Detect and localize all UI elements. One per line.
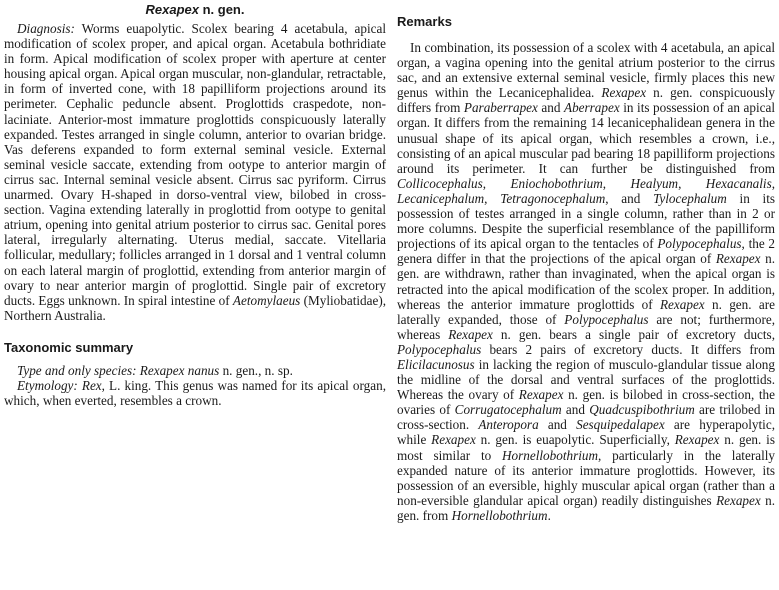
remarks-text-segment: n. gen. is euapolytic. Superficially, xyxy=(475,432,675,448)
genus-name: Hornellobothrium xyxy=(451,507,548,523)
remarks-text-segment: n. gen. bears a single pair of excretory ducts, xyxy=(492,326,775,342)
remarks-text-segment: . xyxy=(547,507,551,523)
remarks-text-segment: in its possession of testes arranged in a single column, rather than in 2 or more columns. Despite the superficial resemblance of the papilliform projections of its apical organ to the tentacles of xyxy=(397,190,776,252)
remarks-text-segment: n. gen. are withdrawn, rather than invaginated, when the apical organ is retracted into the apical modification of the scolex proper. In addition, whereas the anterior immature proglottids of xyxy=(397,251,776,312)
genus-name: Tylocephalum xyxy=(653,190,727,206)
etymology-label: Etymology: xyxy=(17,377,78,393)
remarks-text-segment: , xyxy=(484,190,501,206)
genus-name: Hornellobothrium xyxy=(502,447,599,463)
remarks-text xyxy=(397,40,775,523)
genus-name: Healyum xyxy=(630,175,679,191)
genus-title xyxy=(4,1,386,18)
genus-name: Polypocephalus xyxy=(397,341,482,357)
type-species-rest: n. gen., n. sp. xyxy=(219,362,293,378)
remarks-text-segment: , xyxy=(602,175,631,191)
diagnosis-paragraph xyxy=(4,21,386,323)
genus-name: Quadcuspibothrium xyxy=(589,402,695,418)
remarks-text-segment: , and xyxy=(605,190,654,206)
genus-name: Elicilacunosus xyxy=(397,356,475,372)
genus-name: Anteropora xyxy=(478,417,539,433)
type-species-line xyxy=(4,363,386,378)
remarks-text-segment: are trilobed in cross-section. xyxy=(397,402,775,433)
genus-name: Aberrapex xyxy=(564,100,620,116)
remarks-text-segment: bears 2 pairs of excretory ducts. It differs from xyxy=(481,341,775,357)
remarks-heading: Remarks xyxy=(397,14,452,29)
remarks-text-segment: , particularly in the laterally expanded nature of its anterior immature proglottids. However, its possession of an eversible, highly muscular apical organ (rather than a non-eversible glandular apical organ) readily distinguishes xyxy=(397,447,775,508)
remarks-text-segment: n. gen. conspicuously differs from xyxy=(397,85,775,116)
genus-name: Rexapex xyxy=(601,85,647,101)
remarks-text-segment: are hyperapolytic, while xyxy=(397,417,775,448)
taxonomic-summary-heading: Taxonomic summary xyxy=(4,339,134,355)
diagnosis-text-end: (Myliobatidae), Northern Australia. xyxy=(4,292,387,323)
remarks-text-segment: n. gen. are laterally expanded, those of xyxy=(397,296,775,327)
genus-name: Tetragonocephalum xyxy=(500,190,606,206)
etymology-text: , L. king. This genus was named for its apical organ, which, when everted, resembles a crown. xyxy=(4,377,386,409)
genus-name: Rexapex xyxy=(715,251,761,267)
remarks-paragraph xyxy=(397,40,775,523)
remarks-text-segment: In combination, its possession of a scolex with 4 acetabula, an apical organ, a vagina opening into the genital atrium posterior to the cirrus sac, and an extensive external seminal vesicle, firmly places this new genus within the Lecanicephalidea. xyxy=(397,40,775,101)
etymology-paragraph xyxy=(4,378,386,408)
remarks-text-segment: n. gen. is bilobed in cross-section, the ovaries of xyxy=(397,387,776,418)
genus-name: Rexapex xyxy=(448,326,493,342)
remarks-text-segment: , the 2 genera differ in that the projections of the apical organ of xyxy=(397,236,775,267)
left-column xyxy=(4,0,386,408)
type-species-label: Type and only species: Rexapex nanus xyxy=(17,362,220,378)
genus-name: Rexapex xyxy=(145,2,199,17)
remarks-text-segment: , xyxy=(482,175,511,191)
genus-name: Eniochobothrium xyxy=(510,175,603,191)
diagnosis-text: Worms euapolytic. Scolex bearing 4 acetabula, apical modification of scolex proper, and apical organ. Acetabula bothridiate in form. Apical modification of scolex proper with aperture at center housing apical organ. Apical organ muscular, non-glandular, retractable, in form of inverted cone, with 18 papilliform projections around its perimeter. Cephalic peduncle absent. Proglottids craspedote, non-laciniate. Anterior-most immature proglottids conspicuously laterally expanded. Testes arranged in single column, anterior to ovarian bridge. Vas deferens expanded to form external seminal vesicle. External seminal vesicle saccate, extending from ootype to anterior margin of cirrus sac. Internal seminal vesicle absent. Cirrus sac pyriform. Cirrus unarmed. Ovary H-shaped in dorso-ventral view, bilobed in cross-section. Vagina extending laterally in proglottid from ootype to genital atrium, opening into genital atrium posterior to cirrus sac. Genital pores lateral, irregularly alternating. Uterus medial, saccate. Vitellaria follicular, medullary; follicles arranged in 1 dorsal and 1 ventral column on each lateral margin of proglottid, extending from anterior margin of ovary to near anterior margin of proglottid. Single pair of excretory ducts. Eggs unknown. In spiral intestine of xyxy=(4,21,386,308)
diagnosis-label: Diagnosis: xyxy=(17,21,75,36)
host-genus: Aetomylaeus xyxy=(232,292,301,308)
genus-name: Paraberrapex xyxy=(463,100,538,116)
remarks-text-segment: are not; furthermore, whereas xyxy=(397,311,775,342)
genus-suffix: n. gen. xyxy=(198,2,245,17)
genus-name: Polypocephalus xyxy=(564,311,649,327)
remarks-text-segment: and xyxy=(538,417,577,433)
remarks-text-segment: in lacking the region of musculo-glandular tissue along the midline of the dorsal and ventral surfaces of the proglottids. Whereas the ovary of xyxy=(397,356,775,403)
genus-name: Hexacanalis xyxy=(705,175,772,191)
remarks-text-segment: n. gen. from xyxy=(397,492,775,523)
genus-name: Corrugatocephalum xyxy=(454,402,562,418)
genus-name: Rexapex xyxy=(716,492,761,508)
taxonomic-summary-body xyxy=(4,363,386,408)
genus-name: Rexapex xyxy=(518,387,564,403)
remarks-text-segment: , xyxy=(771,175,776,191)
genus-name: Polypocephalus xyxy=(657,236,742,252)
genus-name: Rexapex xyxy=(660,296,705,312)
right-column xyxy=(397,0,775,523)
remarks-text-segment: , xyxy=(678,175,706,191)
remarks-text-segment: in its possession of an apical organ. It differs from the remaining 14 lecanicephalidean genera in the unusual shape of its apical organ, which resembles a crown, i.e., consisting of an apical muscular pad bearing 18 papilliform projections around its perimeter. It can further be distinguished from xyxy=(397,100,775,176)
genus-name: Rexapex xyxy=(674,432,720,448)
remarks-text-segment: and xyxy=(537,100,565,116)
etymology-word: Rex xyxy=(81,377,102,393)
genus-name: Rexapex xyxy=(431,432,476,448)
genus-name: Sesquipedalapex xyxy=(576,417,665,433)
genus-name: Collicocephalus xyxy=(397,175,483,191)
remarks-text-segment: and xyxy=(561,402,590,418)
genus-name: Lecanicephalum xyxy=(397,190,485,206)
remarks-text-segment: n. gen. is most similar to xyxy=(397,432,775,463)
